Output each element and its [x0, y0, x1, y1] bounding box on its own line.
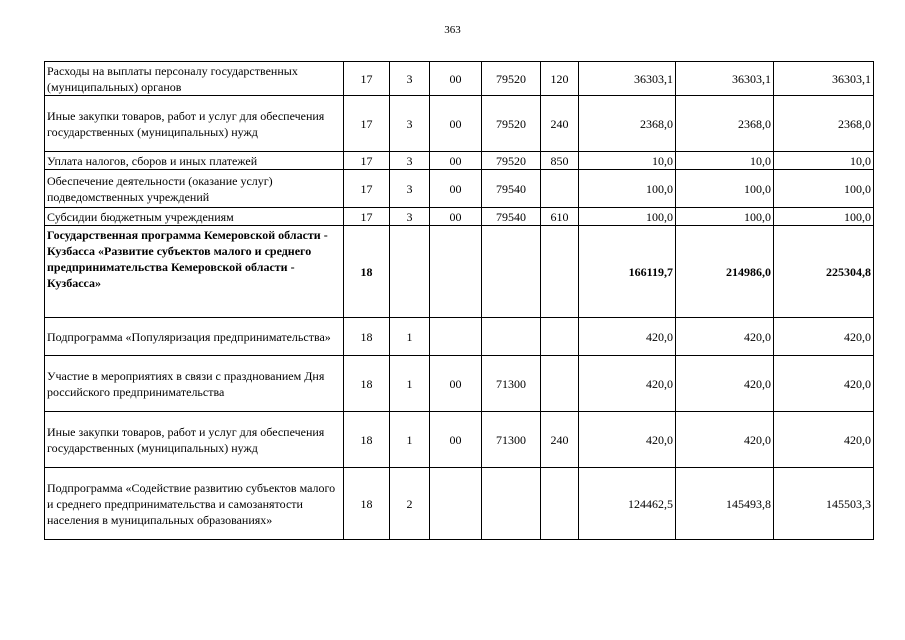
section-code: 17	[344, 96, 390, 152]
section-code: 17	[344, 152, 390, 170]
direction-code: 79520	[482, 62, 541, 96]
program-code: 00	[430, 412, 482, 468]
program-code: 00	[430, 356, 482, 412]
expense-type-code: 850	[541, 152, 579, 170]
row-name: Обеспечение деятельности (оказание услуг) подведомственных учреждений	[45, 170, 344, 208]
subsection-code: 3	[390, 152, 430, 170]
amount-year-2: 420,0	[676, 412, 774, 468]
amount-year-1: 420,0	[579, 412, 676, 468]
amount-year-1: 2368,0	[579, 96, 676, 152]
row-name: Иные закупки товаров, работ и услуг для обеспечения государственных (муниципальных) нужд	[45, 96, 344, 152]
amount-year-2: 214986,0	[676, 226, 774, 318]
expense-type-code	[541, 170, 579, 208]
program-code	[430, 318, 482, 356]
expense-type-code: 610	[541, 208, 579, 226]
amount-year-3: 145503,3	[774, 468, 874, 540]
program-code: 00	[430, 152, 482, 170]
subsection-code: 3	[390, 170, 430, 208]
row-name: Иные закупки товаров, работ и услуг для обеспечения государственных (муниципальных) нужд	[45, 412, 344, 468]
table-row	[45, 170, 874, 208]
direction-code: 79540	[482, 208, 541, 226]
expense-type-code: 240	[541, 412, 579, 468]
page-number: 363	[444, 24, 461, 36]
section-code: 18	[344, 412, 390, 468]
table-row	[45, 226, 874, 318]
expense-type-code: 120	[541, 62, 579, 96]
table-row	[45, 468, 874, 540]
amount-year-1: 420,0	[579, 356, 676, 412]
subsection-code: 1	[390, 318, 430, 356]
table-row	[45, 318, 874, 356]
section-code: 18	[344, 318, 390, 356]
table-row	[45, 412, 874, 468]
direction-code: 71300	[482, 356, 541, 412]
amount-year-3: 100,0	[774, 208, 874, 226]
direction-code	[482, 226, 541, 318]
subsection-code: 2	[390, 468, 430, 540]
subsection-code: 3	[390, 96, 430, 152]
section-code: 18	[344, 468, 390, 540]
direction-code	[482, 468, 541, 540]
amount-year-2: 36303,1	[676, 62, 774, 96]
amount-year-1: 36303,1	[579, 62, 676, 96]
subsection-code: 3	[390, 208, 430, 226]
amount-year-1: 10,0	[579, 152, 676, 170]
row-name: Участие в мероприятиях в связи с празднованием Дня российского предпринимательства	[45, 356, 344, 412]
amount-year-3: 420,0	[774, 318, 874, 356]
direction-code: 71300	[482, 412, 541, 468]
section-code: 17	[344, 208, 390, 226]
table-row	[45, 152, 874, 170]
row-name: Подпрограмма «Содействие развитию субъектов малого и среднего предпринимательства и самозанятости населения в муниципальных образованиях»	[45, 468, 344, 540]
expense-type-code	[541, 226, 579, 318]
program-code: 00	[430, 208, 482, 226]
amount-year-1: 100,0	[579, 208, 676, 226]
program-code: 00	[430, 62, 482, 96]
section-code: 17	[344, 62, 390, 96]
subsection-code: 1	[390, 412, 430, 468]
amount-year-3: 10,0	[774, 152, 874, 170]
expense-type-code	[541, 318, 579, 356]
table-row	[45, 208, 874, 226]
amount-year-3: 420,0	[774, 356, 874, 412]
amount-year-1: 124462,5	[579, 468, 676, 540]
amount-year-2: 2368,0	[676, 96, 774, 152]
subsection-code: 1	[390, 356, 430, 412]
expense-type-code: 240	[541, 96, 579, 152]
program-code: 00	[430, 96, 482, 152]
row-name: Расходы на выплаты персоналу государственных (муниципальных) органов	[45, 62, 344, 96]
amount-year-1: 420,0	[579, 318, 676, 356]
amount-year-3: 36303,1	[774, 62, 874, 96]
table-row	[45, 96, 874, 152]
budget-table	[44, 61, 874, 540]
table-row	[45, 62, 874, 96]
amount-year-1: 100,0	[579, 170, 676, 208]
amount-year-2: 420,0	[676, 318, 774, 356]
subsection-code: 3	[390, 62, 430, 96]
row-name: Подпрограмма «Популяризация предпринимательства»	[45, 318, 344, 356]
direction-code	[482, 318, 541, 356]
amount-year-3: 225304,8	[774, 226, 874, 318]
program-code	[430, 226, 482, 318]
direction-code: 79520	[482, 96, 541, 152]
row-name: Государственная программа Кемеровской области - Кузбасса «Развитие субъектов малого и среднего предпринимательства Кемеровской области - Кузбасса»	[45, 226, 344, 318]
amount-year-2: 100,0	[676, 170, 774, 208]
row-name: Субсидии бюджетным учреждениям	[45, 208, 344, 226]
table-row	[45, 356, 874, 412]
amount-year-2: 145493,8	[676, 468, 774, 540]
expense-type-code	[541, 356, 579, 412]
amount-year-3: 2368,0	[774, 96, 874, 152]
section-code: 17	[344, 170, 390, 208]
amount-year-1: 166119,7	[579, 226, 676, 318]
program-code	[430, 468, 482, 540]
section-code: 18	[344, 226, 390, 318]
row-name: Уплата налогов, сборов и иных платежей	[45, 152, 344, 170]
amount-year-2: 420,0	[676, 356, 774, 412]
expense-type-code	[541, 468, 579, 540]
direction-code: 79540	[482, 170, 541, 208]
direction-code: 79520	[482, 152, 541, 170]
amount-year-3: 420,0	[774, 412, 874, 468]
amount-year-2: 10,0	[676, 152, 774, 170]
amount-year-2: 100,0	[676, 208, 774, 226]
subsection-code	[390, 226, 430, 318]
program-code: 00	[430, 170, 482, 208]
section-code: 18	[344, 356, 390, 412]
amount-year-3: 100,0	[774, 170, 874, 208]
